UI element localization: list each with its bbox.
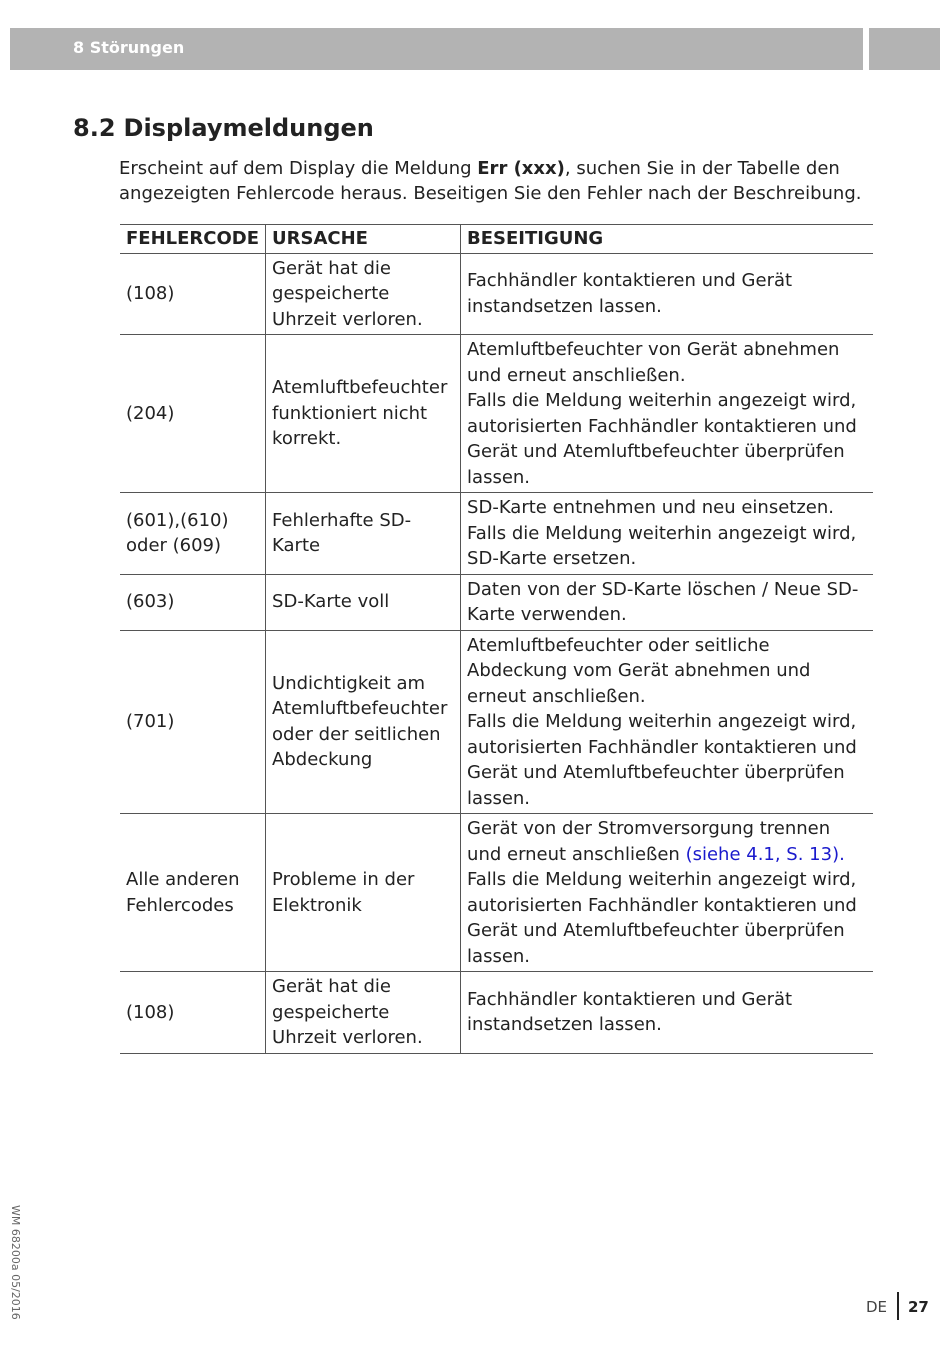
column-header-cause: URSACHE (266, 225, 461, 254)
cause-cell: Atemluftbefeuchter funktioniert nicht korrekt. (266, 335, 461, 493)
fix-cell (461, 253, 873, 335)
table-row (120, 814, 873, 972)
fix-cell (461, 630, 873, 814)
fix-text-main: Gerät von der Stromversorgung trennen und erneut anschließen (467, 818, 831, 865)
footer-language: DE (866, 1298, 888, 1316)
error-code-cell: (204) (120, 335, 266, 493)
header-corner-block (869, 28, 940, 70)
cause-cell: Undichtigkeit am Atemluftbefeuchter oder der seitlichen Abdeckung (266, 630, 461, 814)
cross-reference-link[interactable]: (siehe 4.1, S. 13). (685, 843, 845, 865)
fix-text: Fachhändler kontaktieren und Gerät instandsetzen lassen. (467, 988, 793, 1036)
fix-text-followup: Falls die Meldung weiterhin angezeigt wird, autorisierten Fachhändler kontaktieren und Gerät und Atemluftbefeuchter überprüfen lassen. (467, 390, 857, 488)
fix-cell (461, 814, 873, 972)
table-row (120, 335, 873, 493)
error-code-cell: (108) (120, 253, 266, 335)
table-row (120, 574, 873, 630)
intro-text-start: Erscheint auf dem Display die Meldung (119, 158, 478, 179)
error-code-table (120, 224, 873, 1054)
section-heading (73, 114, 374, 142)
document-number: WM 68200a 05/2016 (9, 1205, 22, 1320)
table-row (120, 253, 873, 335)
cause-cell: Probleme in der Elektronik (266, 814, 461, 972)
fix-text-followup: Falls die Meldung weiterhin angezeigt wird, autorisierten Fachhändler kontaktieren und Gerät und Atemluftbefeuchter überprüfen lassen. (467, 869, 857, 967)
running-header (10, 28, 863, 70)
section-title: Displaymeldungen (123, 114, 374, 142)
page-number: 27 (908, 1298, 929, 1316)
cause-cell: Fehlerhafte SD-Karte (266, 493, 461, 575)
intro-text-end: , suchen Sie in der Tabelle den angezeigten Fehlercode heraus. Beseitigen Sie den Fehler nach der Beschreibung. (119, 158, 862, 204)
error-code-cell: Alle anderen Fehlercodes (120, 814, 266, 972)
error-code-cell: (701) (120, 630, 266, 814)
fix-text-followup: Falls die Meldung weiterhin angezeigt wird, autorisierten Fachhändler kontaktieren und Gerät und Atemluftbefeuchter überprüfen lassen. (467, 711, 857, 809)
column-header-code: FEHLERCODE (120, 225, 266, 254)
fix-text: Fachhändler kontaktieren und Gerät instandsetzen lassen. (467, 270, 793, 317)
fix-text: Daten von der SD-Karte löschen / Neue SD-Karte verwenden. (467, 578, 859, 625)
cause-cell: Gerät hat die gespeicherte Uhrzeit verloren. (266, 253, 461, 335)
table-header-row (120, 225, 873, 254)
cause-cell: SD-Karte voll (266, 574, 461, 630)
fix-text: SD-Karte entnehmen und neu einsetzen. Falls die Meldung weiterhin angezeigt wird, SD-Karte ersetzen. (467, 497, 857, 569)
column-header-fix: BESEITIGUNG (461, 225, 873, 254)
fix-text: Atemluftbefeuchter von Gerät abnehmen und erneut anschließen. (467, 339, 840, 386)
fix-cell (461, 574, 873, 630)
intro-paragraph (119, 156, 879, 206)
error-code-cell: (601),(610) oder (609) (120, 493, 266, 575)
table-row (120, 493, 873, 575)
error-code-cell: (108) (120, 972, 266, 1054)
fix-cell (461, 972, 873, 1054)
table-row (120, 630, 873, 814)
fix-text: Atemluftbefeuchter oder seitliche Abdeckung vom Gerät abnehmen und erneut anschließen. (467, 634, 811, 707)
cause-cell: Gerät hat die gespeicherte Uhrzeit verloren. (266, 972, 461, 1054)
error-code-cell: (603) (120, 574, 266, 630)
section-number: 8.2 (73, 114, 116, 142)
fix-text (467, 816, 867, 867)
chapter-title: 8 Störungen (73, 38, 185, 57)
fix-cell (461, 335, 873, 493)
error-code-pattern: Err (xxx) (477, 158, 565, 179)
footer-divider (897, 1292, 899, 1320)
fix-cell (461, 493, 873, 575)
table-row (120, 972, 873, 1054)
